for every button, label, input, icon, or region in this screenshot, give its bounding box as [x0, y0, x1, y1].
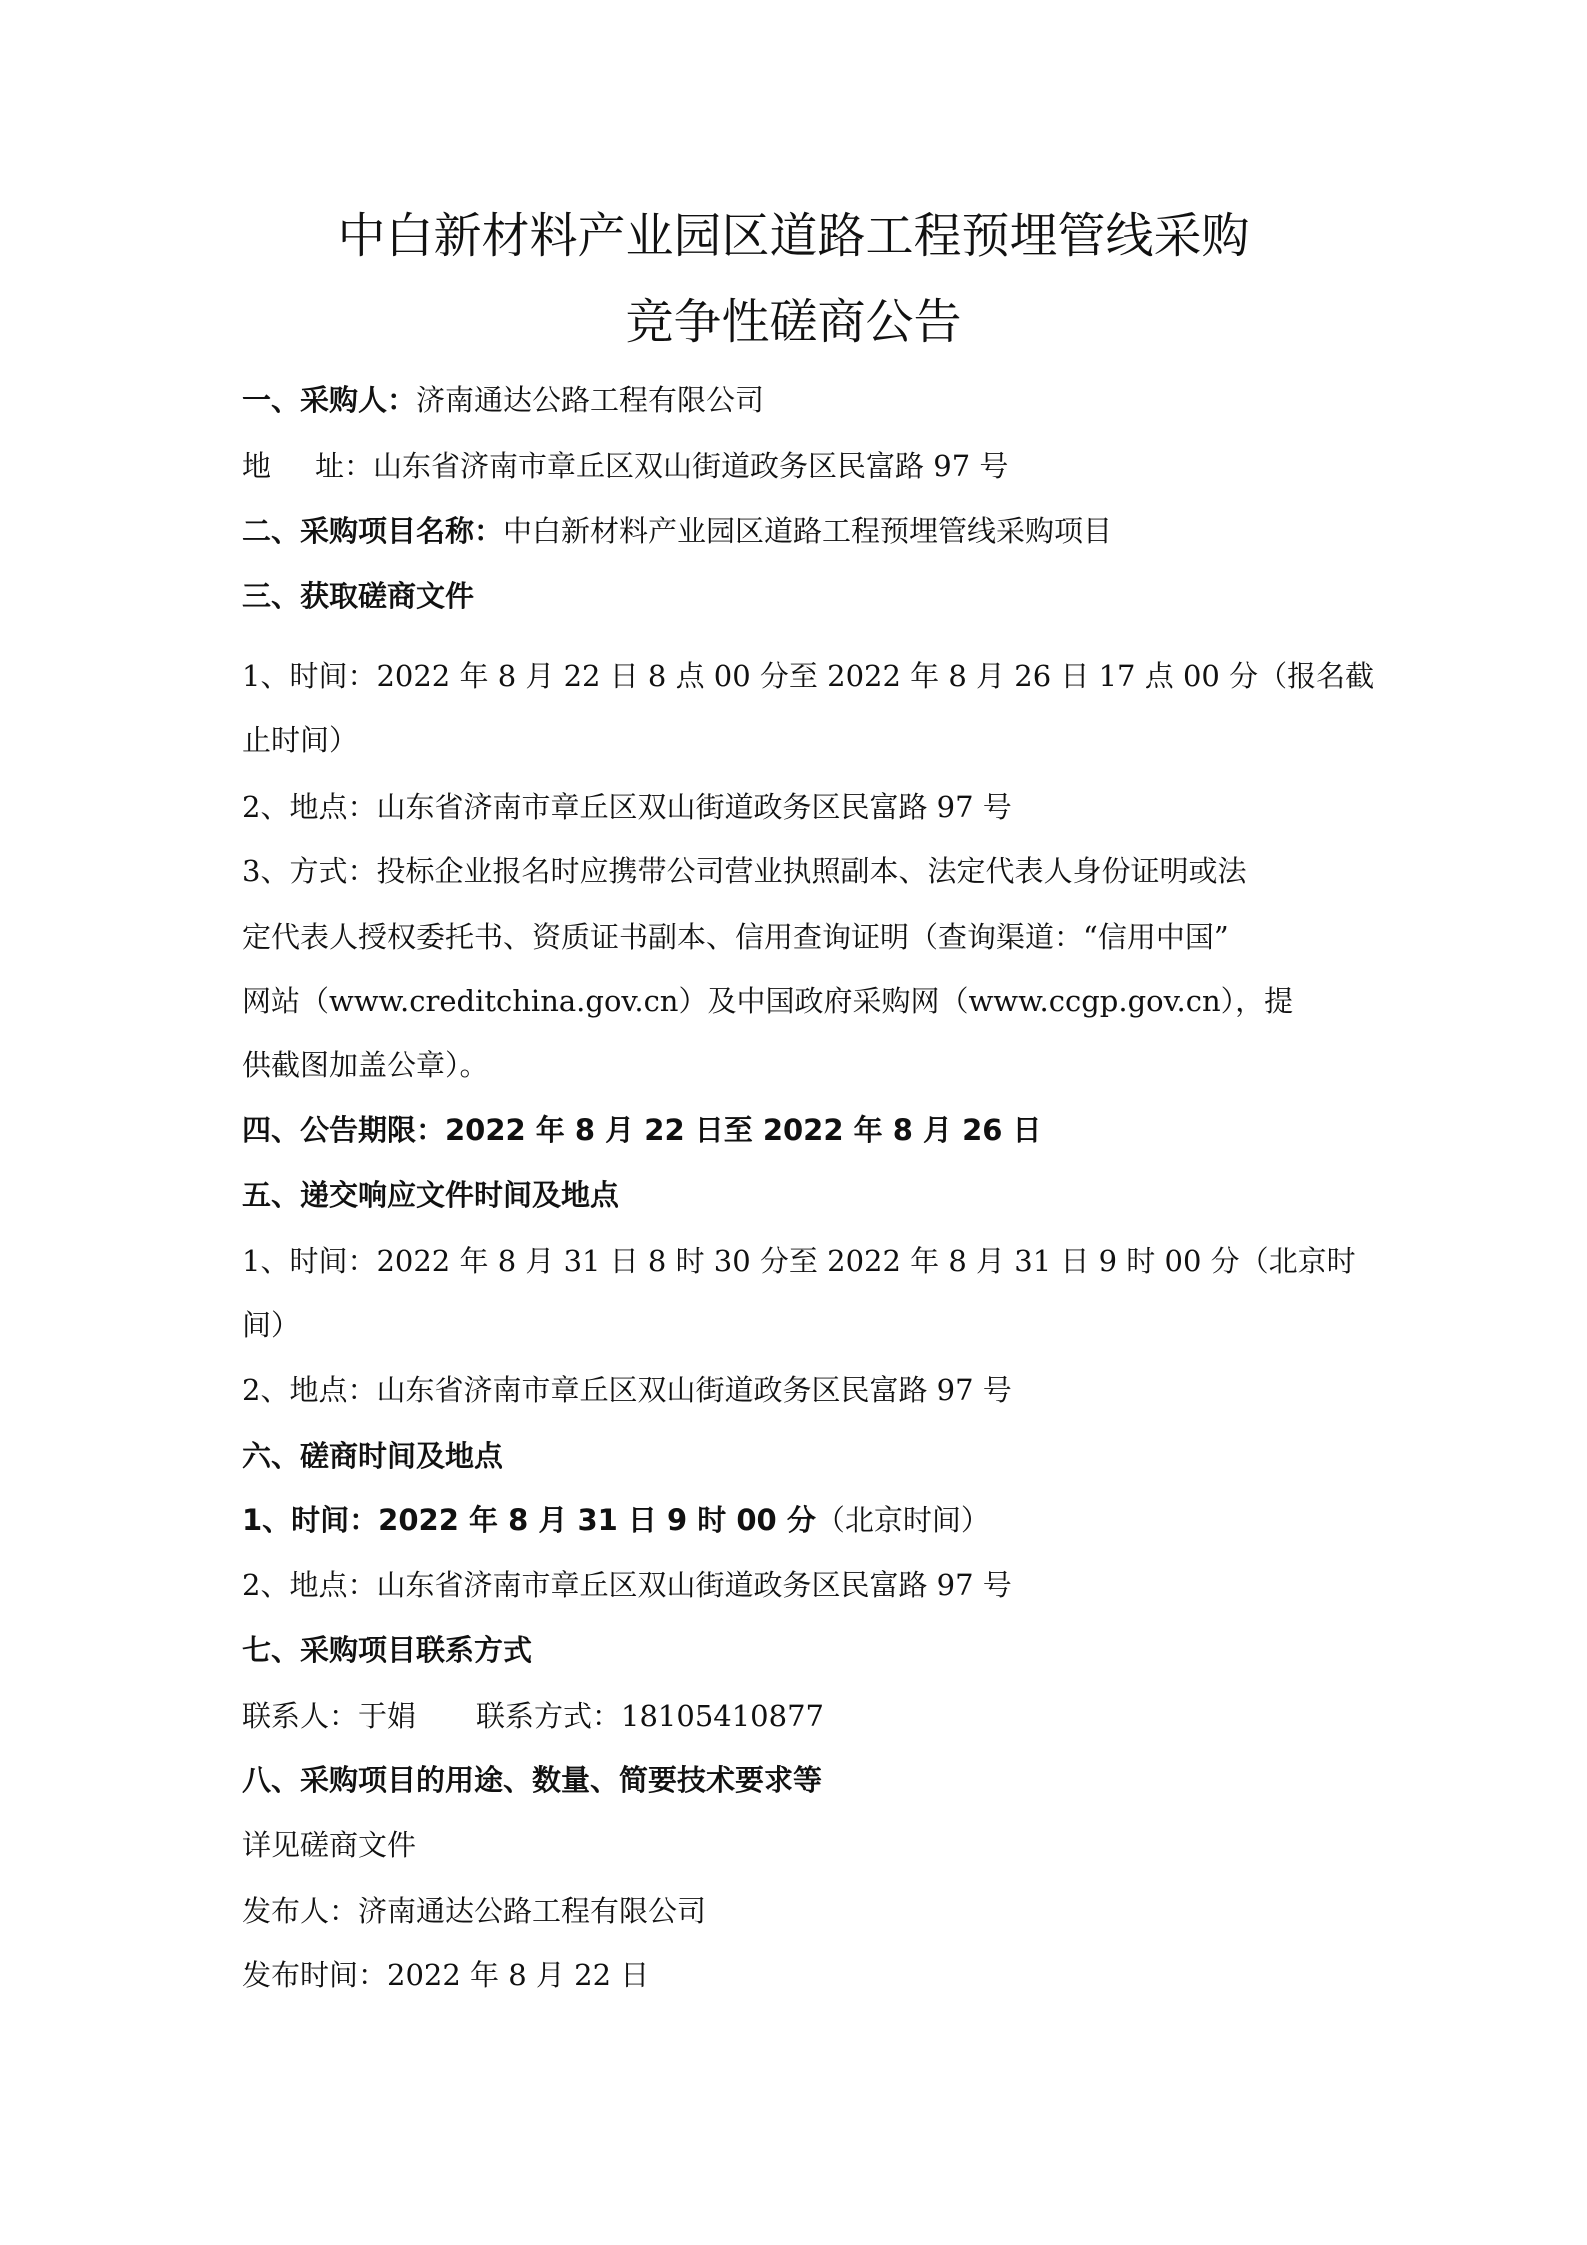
s8-detail: 详见磋商文件 [242, 1828, 417, 1862]
purchaser-label: 一、采购人： [242, 383, 417, 417]
contact-line [242, 1696, 1362, 1736]
purchaser-value: 济南通达公路工程有限公司 [416, 383, 765, 417]
project-name-line [242, 511, 1362, 551]
section-4-heading: 四、公告期限：2022 年 8 月 22 日至 2022 年 8 月 26 日 [242, 1113, 1042, 1147]
contact-phone: 联系方式：18105410877 [476, 1699, 824, 1733]
address-label-char2: 址： [315, 449, 374, 483]
address-value: 山东省济南市章丘区双山街道政务区民富路 97 号 [373, 449, 1009, 483]
contact-person: 联系人：于娟 [242, 1699, 417, 1733]
project-name-value: 中白新材料产业园区道路工程预埋管线采购项目 [503, 514, 1113, 548]
s3-method-line-4: 供截图加盖公章）。 [242, 1048, 489, 1082]
s6-location: 2、地点：山东省济南市章丘区双山街道政务区民富路 97 号 [242, 1568, 1012, 1602]
section-7-heading: 七、采购项目联系方式 [242, 1633, 533, 1667]
section-6-heading: 六、磋商时间及地点 [242, 1439, 504, 1473]
project-name-label: 二、采购项目名称： [242, 514, 504, 548]
section-5-heading: 五、递交响应文件时间及地点 [242, 1178, 620, 1212]
s6-time-bold: 1、时间：2022 年 8 月 31 日 9 时 00 分 [242, 1503, 816, 1537]
address-line [242, 446, 1362, 486]
s5-location: 2、地点：山东省济南市章丘区双山街道政务区民富路 97 号 [242, 1373, 1012, 1407]
s5-time-line-1: 1、时间：2022 年 8 月 31 日 8 时 30 分至 2022 年 8 月 31 日 9 时 00 分（北京时 [242, 1244, 1356, 1278]
s3-method-line-2: 定代表人授权委托书、资质证书副本、信用查询证明（查询渠道：“信用中国” [242, 920, 1229, 954]
section-3-heading: 三、获取磋商文件 [242, 579, 475, 613]
purchaser-line [242, 380, 1362, 420]
s5-time-line-2: 间） [242, 1308, 301, 1342]
document-title-line-1: 中白新材料产业园区道路工程预埋管线采购 [337, 208, 1250, 264]
s6-time-line [242, 1500, 1362, 1540]
section-8-heading: 八、采购项目的用途、数量、简要技术要求等 [242, 1763, 823, 1797]
s3-method-line-3: 网站（www.creditchina.gov.cn）及中国政府采购网（www.ccgp.gov.cn），提 [242, 984, 1294, 1018]
publisher: 发布人：济南通达公路工程有限公司 [242, 1894, 707, 1928]
s3-time-line-2: 止时间） [242, 723, 359, 757]
s3-location: 2、地点：山东省济南市章丘区双山街道政务区民富路 97 号 [242, 790, 1012, 824]
s6-time-note: （北京时间） [815, 1503, 990, 1537]
s3-method-line-1: 3、方式：投标企业报名时应携带公司营业执照副本、法定代表人身份证明或法 [242, 854, 1247, 888]
document-title-line-2: 竞争性磋商公告 [625, 294, 962, 350]
s3-time-line-1: 1、时间：2022 年 8 月 22 日 8 点 00 分至 2022 年 8 月 26 日 17 点 00 分（报名截 [242, 659, 1375, 693]
address-label-char1: 地 [242, 449, 272, 483]
publish-time: 发布时间：2022 年 8 月 22 日 [242, 1958, 650, 1992]
